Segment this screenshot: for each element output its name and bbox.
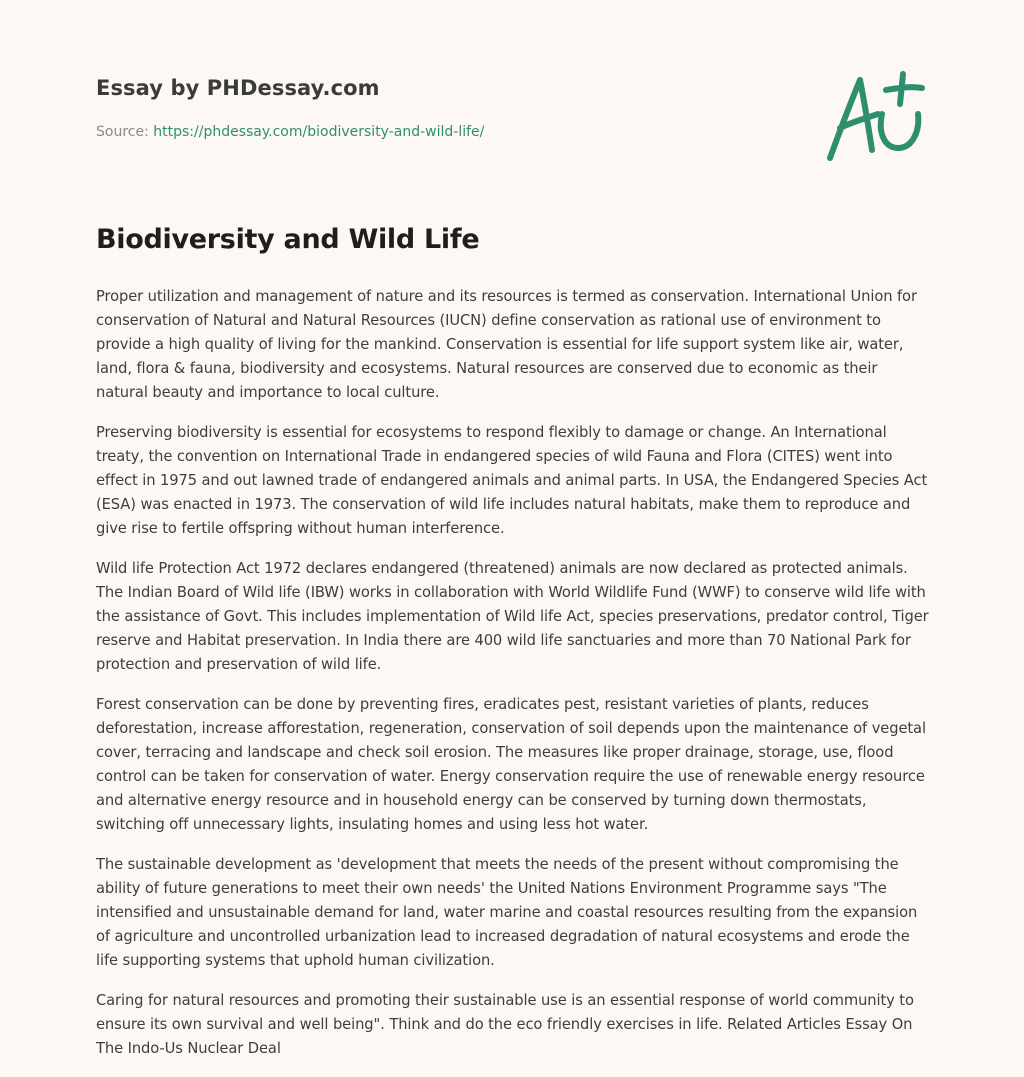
paragraph: Preserving biodiversity is essential for ecosystems to respond flexibly to damage or change. An International treaty, the convention on International Trade in endangered species of wild Fauna and Flora (CITES) went into effect in 1975 and out lawned trade of endangered animals and animal parts. In USA, the Endangered Species Act (ESA) was enacted in 1973. The conservation of wild life includes natural habitats, make them to reproduce and give rise to fertile offspring without human interference. (96, 424, 928, 537)
paragraph: Proper utilization and management of nature and its resources is termed as conservation. International Union for conservation of Natural and Natural Resources (IUCN) define conservation as rational use of environment to provide a high quality of living for the mankind. Conservation is essential for life support system like air, water, land, flora & fauna, biodiversity and ecosystems. Natural resources are conserved due to economic as their natural beauty and importance to local culture. (96, 288, 917, 401)
source-link[interactable]: https://phdessay.com/biodiversity-and-wild-life/ (153, 124, 485, 140)
paragraph: Caring for natural resources and promoting their sustainable use is an essential response of world community to ensure its own survival and well being". Think and do the eco friendly exercises in life. Related Articles Essay On The Indo-Us Nuclear Deal (96, 992, 914, 1057)
document-title: Biodiversity and Wild Life (96, 224, 480, 255)
a-plus-grade-icon (820, 66, 930, 166)
site-title: Essay by PHDessay.com (96, 76, 380, 100)
source-label: Source: (96, 124, 154, 140)
paragraph: Wild life Protection Act 1972 declares endangered (threatened) animals are now declared as protected animals. The Indian Board of Wild life (IBW) works in collaboration with World Wildlife Fund (WWF) to conserve wild life with the assistance of Govt. This includes implementation of Wild life Act, species preservations, predator control, Tiger reserve and Habitat preservation. In India there are 400 wild life sanctuaries and more than 70 National Park for protection and preservation of wild life. (96, 560, 929, 673)
source-line (96, 124, 484, 140)
paragraph: The sustainable development as 'development that meets the needs of the present without compromising the ability of future generations to meet their own needs' the United Nations Environment Programme says "The intensified and unsustainable demand for land, water marine and coastal resources resulting from the expansion of agriculture and uncontrolled urbanization lead to increased degradation of natural ecosystems and erode the life supporting systems that uphold human civilization. (96, 856, 918, 969)
paragraph: Forest conservation can be done by preventing fires, eradicates pest, resistant varieties of plants, reduces deforestation, increase afforestation, regeneration, conservation of soil depends upon the maintenance of vegetal cover, terracing and landscape and check soil erosion. The measures like proper drainage, storage, use, flood control can be taken for conservation of water. Energy conservation require the use of renewable energy resource and alternative energy resource and in household energy can be conserved by turning down thermostats, switching off unnecessary lights, insulating homes and using less hot water. (96, 696, 926, 833)
essay-body (96, 285, 932, 1077)
